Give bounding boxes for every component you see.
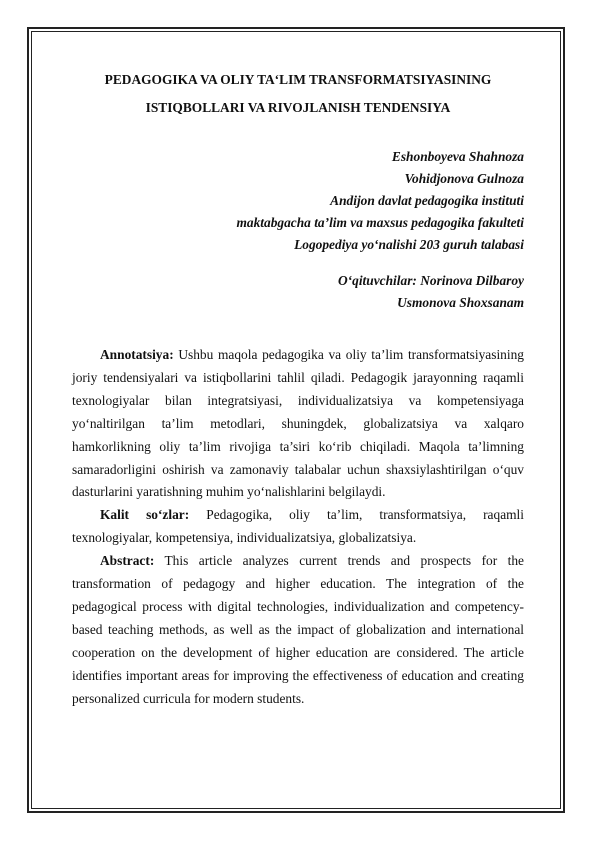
abstract-paragraph bbox=[72, 550, 524, 710]
title-line-1: PEDAGOGIKA VA OLIY TA‘LIM TRANSFORMATSIYASINING bbox=[104, 72, 492, 87]
title-line-2: ISTIQBOLLARI VA RIVOJLANISH TENDENSIYA bbox=[145, 100, 451, 115]
keywords-label: Kalit so‘zlar: bbox=[100, 507, 190, 523]
author-name-2: Vohidjonova Gulnoza bbox=[404, 171, 524, 186]
author-name-1: Eshonboyeva Shahnoza bbox=[391, 149, 524, 164]
annotation-paragraph bbox=[72, 344, 524, 504]
teacher-name-2: Usmonova Shoxsanam bbox=[397, 295, 524, 310]
abstract-text: This article analyzes current trends and prospects for the transformation of pedagogy and higher education. The integration of the pedagogical process with digital technologies, individualization and competency-based teaching methods, as well as the impact of globalization and international cooperation on the development of higher education are considered. The article identifies important areas for improving the effectiveness of education and creating personalized curricula for modern students. bbox=[72, 553, 524, 706]
keywords-text: Pedagogika, oliy ta’lim, transformatsiya, raqamli texnologiyalar, kompetensiya, individualizatsiya, globalizatsiya. bbox=[72, 507, 524, 546]
author-faculty: maktabgacha ta’lim va maxsus pedagogika fakulteti bbox=[236, 215, 524, 230]
annotation-text: Ushbu maqola pedagogika va oliy ta’lim transformatsiyasining joriy tendensiyalari va istiqbollarini tahlil qiladi. Pedagogik jarayonning raqamli texnologiyalar bilan integratsiyasi, individualizatsiya va kompetensiyaga yo‘naltirilgan ta’lim metodlari, shuningdek, globalizatsiya va xalqaro hamkorlikning oliy ta’lim rivojiga ta’siri ko‘rib chiqiladi. Maqola ta’limning samaradorligini oshirish va zamonaviy talabalar uchun shaxsiylashtirilgan o‘quv dasturlarini yaratishning muhim yo‘nalishlarini belgilaydi. bbox=[72, 347, 524, 500]
author-block bbox=[236, 146, 524, 314]
annotation-label: Annotatsiya: bbox=[100, 347, 174, 362]
paper-title bbox=[72, 66, 524, 122]
paper-body bbox=[72, 344, 524, 711]
teacher-name-1: O‘qituvchilar: Norinova Dilbaroy bbox=[338, 273, 524, 288]
keywords-paragraph bbox=[72, 504, 524, 550]
abstract-label: Abstract: bbox=[100, 553, 155, 569]
author-institution: Andijon davlat pedagogika instituti bbox=[330, 193, 524, 208]
author-group: Logopediya yo‘nalishi 203 guruh talabasi bbox=[294, 237, 524, 252]
